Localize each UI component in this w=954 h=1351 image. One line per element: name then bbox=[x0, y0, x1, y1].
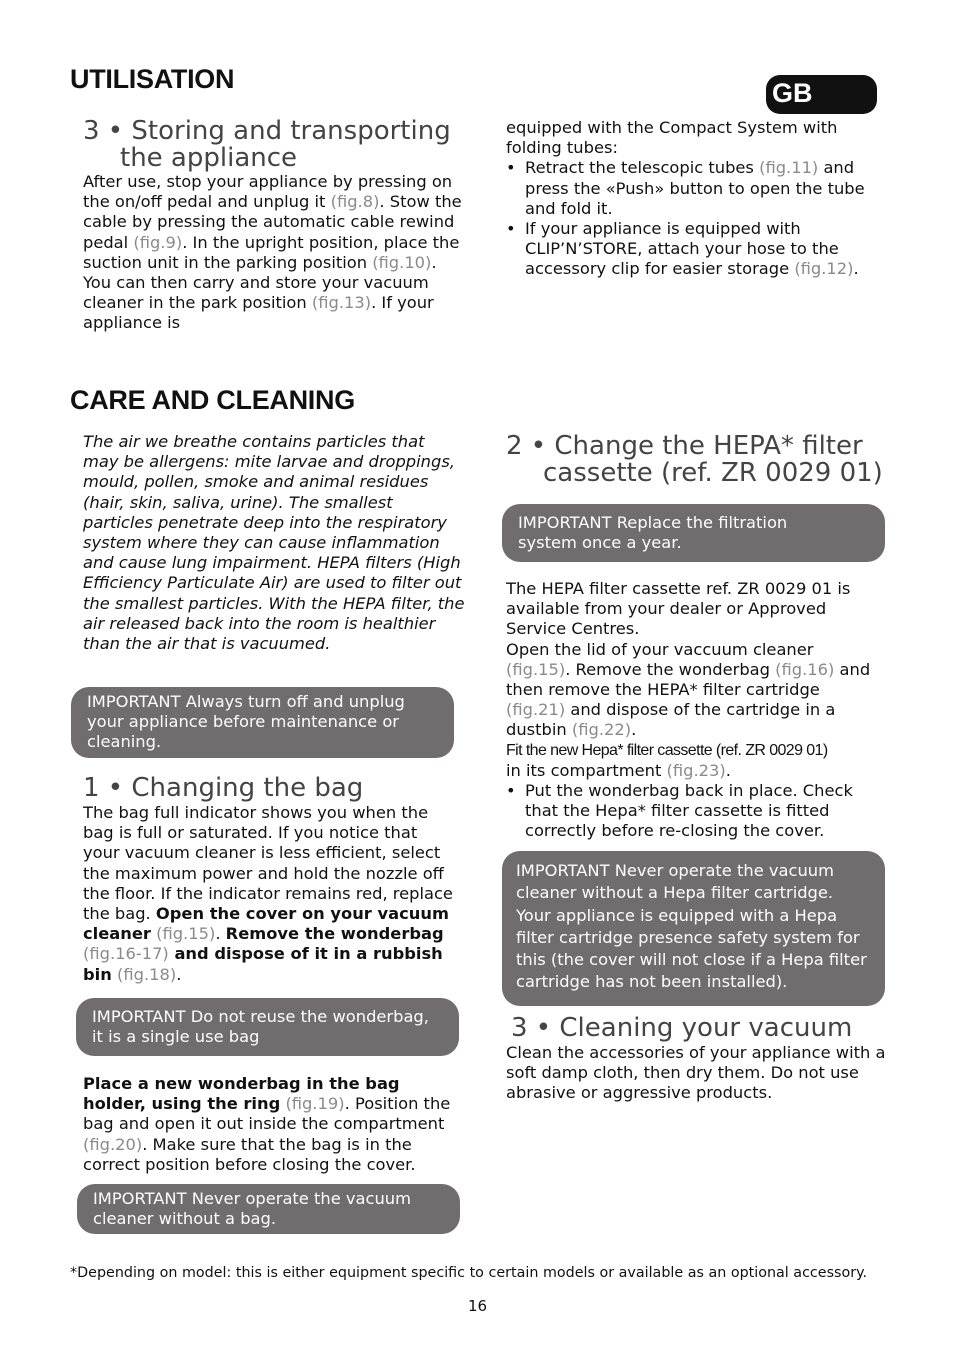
hepa-steps bbox=[506, 640, 878, 741]
text: . bbox=[631, 720, 637, 740]
text: and dispose of the cartridge in a dustbin bbox=[506, 700, 836, 740]
fig-ref: (fig.10) bbox=[372, 252, 432, 272]
text: If your appliance is equipped with CLIP’N’STORE, attach your hose to the accessory clip for easier storage bbox=[525, 219, 839, 279]
hepa-title bbox=[506, 433, 883, 487]
hepa-title-line2: cassette (ref. ZR 0029 01) bbox=[543, 458, 883, 488]
text: . Position the bag and open it out inside the compartment bbox=[83, 1094, 451, 1134]
footnote: *Depending on model: this is either equipment specific to certain models or available as an optional accessory. bbox=[70, 1265, 868, 1281]
text: . bbox=[725, 760, 731, 780]
list-item bbox=[506, 158, 886, 219]
important-note-reuse bbox=[76, 998, 459, 1056]
storing-paragraph bbox=[83, 172, 463, 334]
important-note-unplug bbox=[71, 687, 454, 758]
important-text: IMPORTANT Never operate the vacuum cleaner without a bag. bbox=[93, 1189, 411, 1228]
storing-title-line1: 3 • Storing and transporting bbox=[83, 116, 451, 146]
important-note-yearly bbox=[502, 504, 885, 562]
fig-ref: (fig.23) bbox=[666, 760, 726, 780]
hepa-bullets bbox=[506, 781, 878, 842]
important-text: IMPORTANT Never operate the vacuum cleaner without a Hepa filter cartridge. Your appliance is equipped with a Hepa filter cartridge presence safety system for this (the cover will not close if a Hepa filter cartridge has not been installed). bbox=[516, 861, 867, 992]
text: The bag full indicator shows you when the bag is full or saturated. If you notice that your vacuum cleaner is less efficient, select the maximum power and hold the nozzle off the floor. If the indicator remains red, replace the bag. bbox=[83, 803, 453, 924]
bold-text: and dispose of it in a rubbish bin bbox=[83, 944, 443, 984]
text: . You can then carry and store your vacuum cleaner in the park position bbox=[83, 252, 437, 313]
fig-ref: (fig.22) bbox=[571, 720, 632, 740]
section-heading-care: CARE AND CLEANING bbox=[70, 385, 355, 415]
text: Open the lid of your vaccuum cleaner bbox=[506, 639, 814, 659]
text: . If your appliance is bbox=[83, 293, 434, 333]
bag-paragraph-2 bbox=[83, 1074, 455, 1175]
list-item bbox=[506, 219, 886, 280]
fig-ref: (fig.20) bbox=[83, 1134, 143, 1154]
text: . bbox=[853, 259, 859, 279]
page-number: 16 bbox=[468, 1297, 488, 1315]
clean-paragraph: Clean the accessories of your appliance with a soft damp cloth, then dry them. Do not use abrasive or aggressive products. bbox=[506, 1043, 886, 1103]
hepa-paragraph bbox=[506, 579, 878, 842]
list-item: • Put the wonderbag back in place. Check that the Hepa* filter cassette is fitted correctly before re-closing the cover. bbox=[506, 781, 878, 842]
important-note-hepa-safety bbox=[502, 851, 885, 1006]
fig-ref: (fig.19) bbox=[280, 1094, 345, 1114]
fit-line: Fit the new Hepa* filter cassette (ref. ZR 0029 01) bbox=[506, 741, 828, 759]
storing-cont-text: equipped with the Compact System with folding tubes: bbox=[506, 118, 838, 158]
text: . bbox=[215, 924, 226, 944]
hepa-title-line1: 2 • Change the HEPA* filter bbox=[506, 431, 863, 461]
fig-ref: (fig.8) bbox=[330, 192, 380, 212]
text: . bbox=[176, 964, 182, 984]
bold-text: Place a new wonderbag in the bag holder, using the ring bbox=[83, 1074, 400, 1114]
fig-ref: (fig.15) bbox=[150, 924, 216, 944]
language-badge-label: GB bbox=[772, 78, 813, 108]
important-note-nobag bbox=[77, 1184, 460, 1234]
care-intro: The air we breathe contains particles that may be allergens: mite larvae and droppings, mould, pollen, smoke and animal residues (hair, skin, saliva, urine). The smallest particles penetrate deep into the respiratory system where they can cause inflammation and cause lung impairment. HEPA filters (High Efficiency Particulate Air) are used to filter out the smallest particles. With the HEPA filter, the air released back into the room is healthier than the air that is vacuumed. bbox=[83, 432, 465, 654]
storing-continuation bbox=[506, 118, 886, 280]
text: . Remove the wonderbag bbox=[565, 659, 776, 679]
storing-bullets bbox=[506, 158, 886, 279]
storing-title bbox=[83, 118, 451, 172]
bold-text: Remove the wonderbag bbox=[225, 924, 444, 944]
fig-ref: (fig.9) bbox=[133, 232, 183, 252]
text: The HEPA filter cassette ref. ZR 0029 01 is available from your dealer or Approved Service Centres. bbox=[506, 579, 851, 639]
text: . In the upright position, place the suction unit in the parking position bbox=[83, 232, 460, 272]
important-text: IMPORTANT Always turn off and unplug your appliance before maintenance or cleaning. bbox=[87, 692, 405, 751]
text: Retract the telescopic tubes bbox=[525, 158, 760, 178]
important-text: IMPORTANT Replace the filtration system once a year. bbox=[518, 513, 788, 552]
fig-ref: (fig.15) bbox=[506, 659, 566, 679]
fig-ref: (fig.16) bbox=[775, 659, 835, 679]
clean-title: 3 • Cleaning your vacuum bbox=[511, 1013, 853, 1043]
text: After use, stop your appliance by pressing on the on/off pedal and unplug it bbox=[83, 172, 453, 212]
bag-paragraph bbox=[83, 803, 453, 985]
text: . Stow the cable by pressing the automatic cable rewind pedal bbox=[83, 192, 462, 252]
bag-title: 1 • Changing the bag bbox=[83, 773, 364, 803]
language-badge bbox=[766, 75, 877, 114]
important-text: IMPORTANT Do not reuse the wonderbag, it is a single use bag bbox=[92, 1007, 429, 1046]
storing-title-line2: the appliance bbox=[120, 143, 298, 173]
text: in its compartment bbox=[506, 760, 667, 780]
section-heading-utilisation: UTILISATION bbox=[70, 64, 235, 94]
fig-ref: (fig.18) bbox=[111, 964, 177, 984]
text: . Make sure that the bag is in the correct position before closing the cover. bbox=[83, 1134, 416, 1174]
fig-ref: (fig.16-17) bbox=[83, 944, 169, 964]
fig-ref: (fig.21) bbox=[506, 700, 566, 720]
text: and then remove the HEPA* filter cartridge bbox=[506, 659, 871, 700]
fig-ref: (fig.12) bbox=[794, 259, 854, 279]
text: and press the «Push» button to open the tube and fold it. bbox=[525, 158, 865, 218]
fig-ref: (fig.11) bbox=[759, 158, 819, 178]
bold-text: Open the cover on your vacuum cleaner bbox=[83, 904, 449, 944]
fig-ref: (fig.13) bbox=[311, 293, 372, 313]
